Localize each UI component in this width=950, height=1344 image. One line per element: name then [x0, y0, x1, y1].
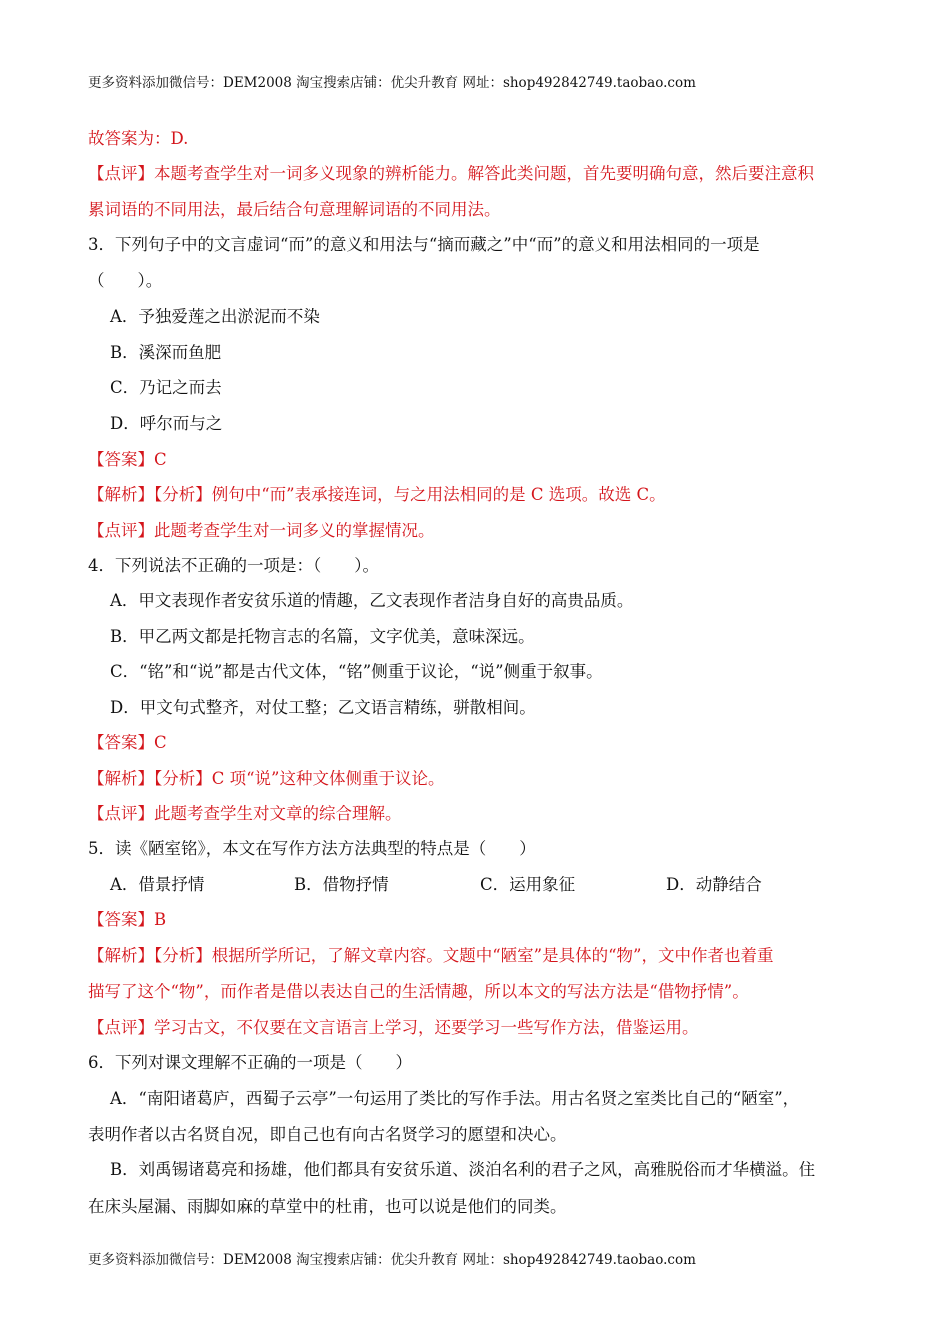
q3-comment: 【点评】此题考查学生对一词多义的掌握情况。: [88, 521, 435, 540]
q3-option-d: D．呼尔而与之: [110, 414, 223, 433]
q5-option-c: C．运用象征: [480, 875, 576, 894]
q5-comment: 【点评】学习古文，不仅要在文言语言上学习，还要学习一些写作方法，借鉴运用。: [88, 1018, 699, 1037]
q6-option-a: A．“南阳诸葛庐，西蜀子云亭”一句运用了类比的写作手法。用古名贤之室类比自己的“陋室”，: [110, 1089, 800, 1108]
q4-comment: 【点评】此题考查学生对文章的综合理解。: [88, 804, 402, 823]
q5-analysis: 【解析】【分析】根据所学所记，了解文章内容。文题中“陋室”是具体的“物”，文中作者也着重: [88, 946, 774, 965]
page-footer: 更多资料添加微信号：DEM2008 淘宝搜索店铺：优尖升教育 网址：shop492842749.taobao.com: [88, 1252, 696, 1268]
question-3-blank: （ ）。: [88, 271, 163, 290]
question-4: 4．下列说法不正确的一项是：（ ）。: [88, 556, 379, 575]
q3-option-a: A．予独爱莲之出淤泥而不染: [110, 307, 320, 326]
q5-option-d: D．动静结合: [666, 875, 762, 894]
q6-option-a-cont: 表明作者以古名贤自况，即自己也有向古名贤学习的愿望和决心。: [88, 1125, 567, 1144]
q3-answer: 【答案】C: [88, 450, 167, 469]
q3-option-b: B．溪深而鱼肥: [110, 343, 222, 362]
question-3: 3．下列句子中的文言虚词“而”的意义和用法与“摘而藏之”中“而”的意义和用法相同的一项是: [88, 235, 760, 254]
q6-option-b-cont: 在床头屋漏、雨脚如麻的草堂中的杜甫，也可以说是他们的同类。: [88, 1197, 567, 1216]
q6-option-b: B．刘禹锡诸葛亮和扬雄，他们都具有安贫乐道、淡泊名利的君子之风，高雅脱俗而才华横溢。住: [110, 1160, 816, 1179]
question-6: 6．下列对课文理解不正确的一项是（ ）: [88, 1053, 412, 1072]
q5-analysis-cont: 描写了这个“物”，而作者是借以表达自己的生活情趣，所以本文的写法方法是“借物抒情”。: [88, 982, 749, 1001]
comment-line-cont: 累词语的不同用法，最后结合句意理解词语的不同用法。: [88, 200, 501, 219]
q4-answer: 【答案】C: [88, 733, 167, 752]
q3-option-c: C．乃记之而去: [110, 378, 222, 397]
comment-line: 【点评】本题考查学生对一词多义现象的辨析能力。解答此类问题，首先要明确句意，然后要注意积: [88, 164, 814, 183]
q4-option-a: A．甲文表现作者安贫乐道的情趣，乙文表现作者洁身自好的高贵品质。: [110, 591, 634, 610]
q5-answer: 【答案】B: [88, 910, 167, 929]
q4-option-d: D．甲文句式整齐，对仗工整；乙文语言精练，骈散相间。: [110, 698, 536, 717]
q5-option-a: A．借景抒情: [110, 875, 205, 894]
q3-analysis: 【解析】【分析】例句中“而”表承接连词，与之用法相同的是 C 选项。故选 C。: [88, 485, 666, 504]
q4-option-c: C．“铭”和“说”都是古代文体，“铭”侧重于议论，“说”侧重于叙事。: [110, 662, 603, 681]
q4-analysis: 【解析】【分析】C 项“说”这种文体侧重于议论。: [88, 769, 445, 788]
q5-option-b: B．借物抒情: [294, 875, 389, 894]
answer-line: 故答案为：D.: [88, 129, 189, 148]
q4-option-b: B．甲乙两文都是托物言志的名篇，文字优美，意味深远。: [110, 627, 535, 646]
question-5: 5．读《陋室铭》，本文在写作方法方法典型的特点是（ ）: [88, 839, 536, 858]
page-header: 更多资料添加微信号：DEM2008 淘宝搜索店铺：优尖升教育 网址：shop492842749.taobao.com: [88, 75, 696, 91]
